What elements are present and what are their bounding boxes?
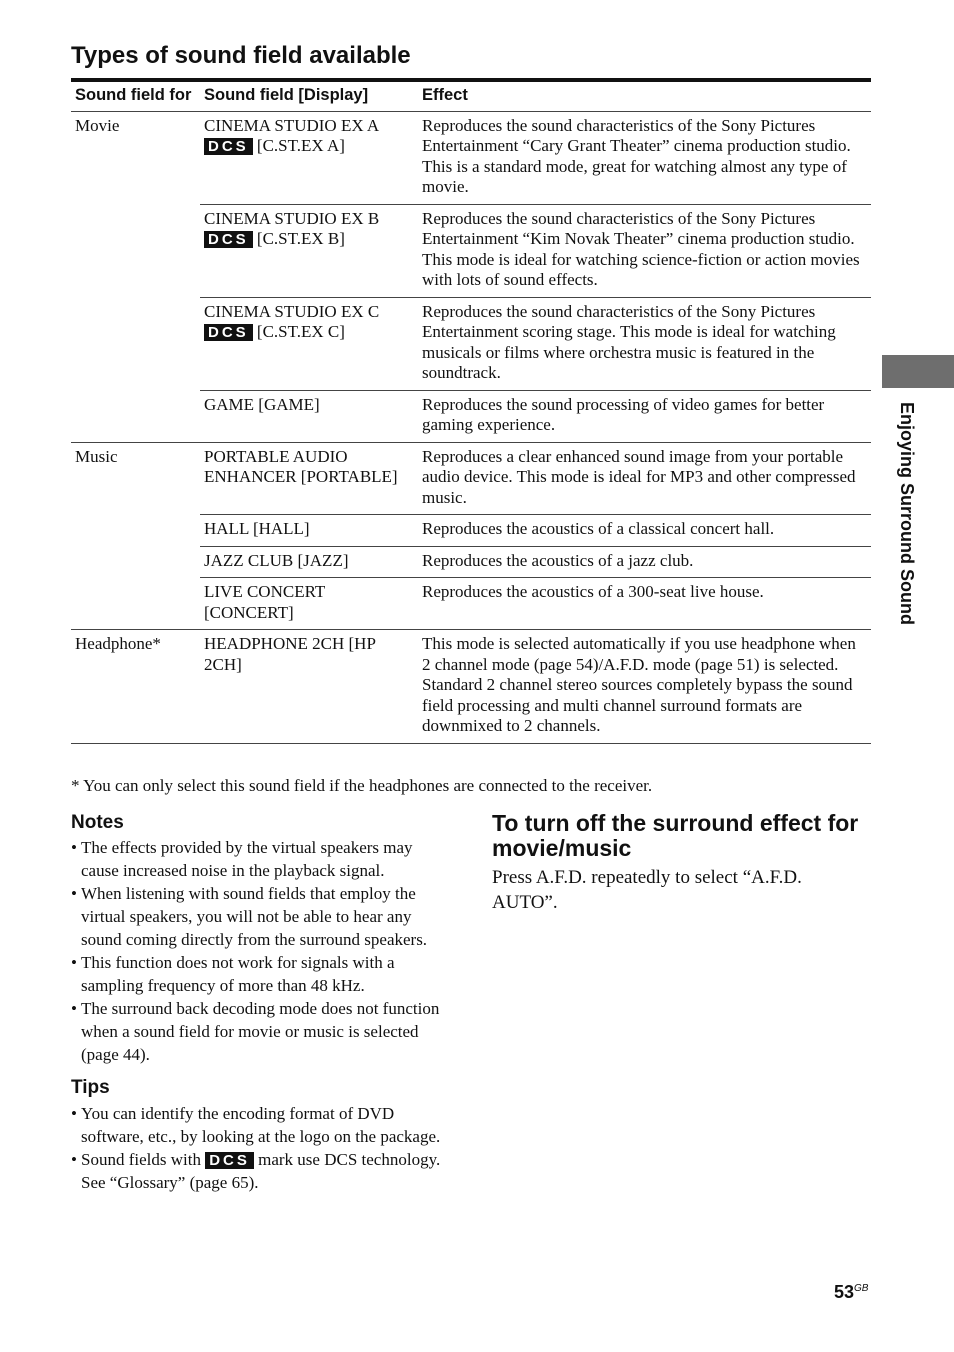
table-header-row — [71, 82, 871, 111]
list-item: • This function does not work for signals with a sampling frequency of more than 48 kHz. — [71, 951, 451, 997]
sound-field-name — [200, 111, 418, 204]
sound-field-name — [200, 297, 418, 390]
notes-heading: Notes — [71, 812, 124, 833]
side-section-label: Enjoying Surround Sound — [897, 402, 917, 625]
dcs-badge: DCS — [204, 324, 253, 341]
turnoff-body: Press A.F.D. repeatedly to select “A.F.D. AUTO”. — [492, 867, 802, 913]
side-tab — [882, 355, 954, 388]
category-music: Music — [71, 442, 200, 630]
sound-field-name: HEADPHONE 2CH [HP 2CH] — [200, 630, 418, 744]
sound-field-effect: Reproduces the sound characteristics of the Sony Pictures Entertainment “Kim Novak Theater” cinema production studio. This mode is ideal for watching science-fiction or action movies with lots of sound effects. — [418, 204, 871, 297]
turnoff-heading: To turn off the surround effect for movie/music — [492, 810, 859, 861]
header-sound-field-display: Sound field [Display] — [200, 82, 418, 111]
sound-field-effect: Reproduces the acoustics of a classical concert hall. — [418, 515, 871, 547]
tip-text-before: Sound fields with — [81, 1150, 201, 1169]
dcs-badge: DCS — [204, 231, 253, 248]
dcs-badge: DCS — [205, 1152, 254, 1169]
category-movie: Movie — [71, 111, 200, 442]
sound-field-name: PORTABLE AUDIO ENHANCER [PORTABLE] — [200, 442, 418, 515]
table-row — [71, 111, 871, 204]
page-number — [834, 1282, 868, 1303]
header-effect: Effect — [418, 82, 871, 111]
table-row — [71, 630, 871, 744]
sound-field-effect: Reproduces the sound characteristics of the Sony Pictures Entertainment “Cary Grant Theater” cinema production studio. This is a standard mode, great for watching almost any type of movie. — [418, 111, 871, 204]
tips-list — [71, 1102, 451, 1194]
sound-field-table — [71, 82, 871, 744]
category-headphone: Headphone* — [71, 630, 200, 744]
sound-field-effect: Reproduces the acoustics of a jazz club. — [418, 546, 871, 578]
sound-field-label: CINEMA STUDIO EX B — [204, 208, 380, 228]
table-row — [71, 442, 871, 515]
sound-field-effect: This mode is selected automatically if you use headphone when 2 channel mode (page 54)/A.F.D. mode (page 51) is selected. Standard 2 channel stereo sources completely bypass the sound field processing and multi channel surround formats are downmixed to 2 channels. — [418, 630, 871, 744]
sound-field-label: CINEMA STUDIO EX C — [204, 301, 380, 321]
tips-heading: Tips — [71, 1077, 110, 1098]
sound-field-display: [C.ST.EX B] — [256, 229, 345, 248]
sound-field-effect: Reproduces a clear enhanced sound image from your portable audio device. This mode is ideal for MP3 and other compressed music. — [418, 442, 871, 515]
sound-field-name: LIVE CONCERT [CONCERT] — [200, 578, 418, 630]
sound-field-display: [C.ST.EX C] — [256, 322, 345, 341]
sound-field-effect: Reproduces the acoustics of a 300-seat live house. — [418, 578, 871, 630]
list-item: • The surround back decoding mode does not function when a sound field for movie or music is selected (page 44). — [71, 997, 451, 1066]
list-item: • When listening with sound fields that employ the virtual speakers, you will not be able to hear any sound coming directly from the surround speakers. — [71, 882, 451, 951]
sound-field-display: [C.ST.EX A] — [256, 136, 345, 155]
sound-field-name: GAME [GAME] — [200, 390, 418, 442]
list-item — [71, 1148, 451, 1194]
sound-field-name: JAZZ CLUB [JAZZ] — [200, 546, 418, 578]
sound-field-name: HALL [HALL] — [200, 515, 418, 547]
sound-field-label: CINEMA STUDIO EX A — [204, 115, 380, 135]
dcs-badge: DCS — [204, 138, 253, 155]
sound-field-name — [200, 204, 418, 297]
page-number-suffix: GB — [854, 1283, 869, 1294]
sound-field-effect: Reproduces the sound characteristics of the Sony Pictures Entertainment scoring stage. This mode is ideal for watching musicals or films where orchestra music is featured in the soundtrack. — [418, 297, 871, 390]
tip-text-after: mark use DCS technology. See “Glossary” (page 65). — [81, 1150, 441, 1192]
sound-field-effect: Reproduces the sound processing of video games for better gaming experience. — [418, 390, 871, 442]
footnote: * You can only select this sound field if the headphones are connected to the receiver. — [71, 776, 653, 795]
page-title: Types of sound field available — [71, 42, 411, 69]
header-sound-field-for: Sound field for — [71, 82, 200, 111]
page-number-value: 53 — [834, 1282, 855, 1302]
list-item: • The effects provided by the virtual speakers may cause increased noise in the playback signal. — [71, 836, 451, 882]
list-item: • You can identify the encoding format of DVD software, etc., by looking at the logo on the package. — [71, 1102, 451, 1148]
notes-list — [71, 836, 451, 1066]
